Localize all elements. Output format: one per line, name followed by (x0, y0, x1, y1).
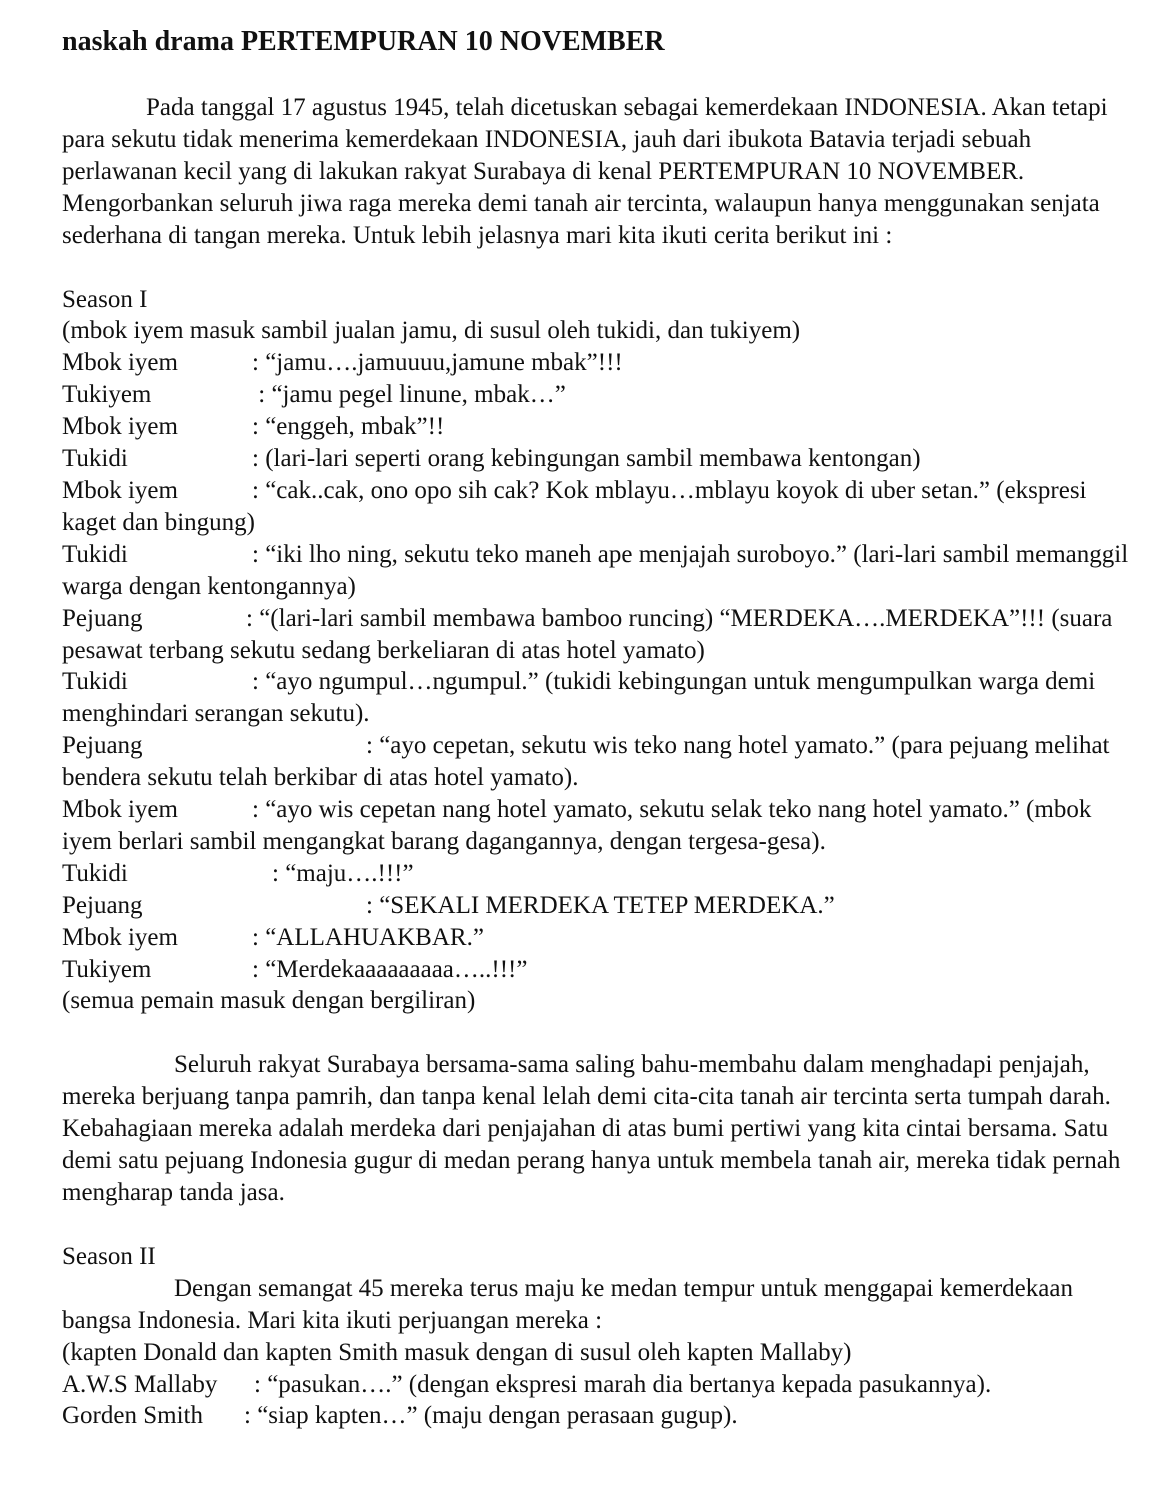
dialogue-text: : “jamu….jamuuuu,jamune mbak”!!! (252, 349, 623, 377)
dialogue-line (62, 603, 1142, 667)
stage-direction: (mbok iyem masuk sambil jualan jamu, di susul oleh tukidi, dan tukiyem) (62, 317, 801, 345)
speaker-name: Gorden Smith (62, 1402, 203, 1430)
speaker-name: A.W.S Mallaby (62, 1370, 218, 1398)
dialogue-text: : “ayo wis cepetan nang hotel yamato, sekutu selak teko nang hotel yamato.” (mbok iyem berlari sambil mengangkat barang dagangannya, dengan tergesa-gesa). (62, 796, 1092, 855)
stage-direction: (kapten Donald dan kapten Smith masuk dengan di susul oleh kapten Mallaby) (62, 1338, 852, 1366)
season-1 (62, 284, 1142, 1018)
speaker-name: Mbok iyem (62, 796, 178, 824)
dialogue-text: : “(lari-lari sambil membawa bamboo runcing) “MERDEKA….MERDEKA”!!! (suara pesawat terbang sekutu sedang berkeliaran di atas hotel yamato) (62, 604, 1113, 664)
dialogue-line (62, 1369, 1142, 1401)
season-2 (62, 1241, 1142, 1432)
dialogue-line (62, 475, 1142, 539)
dialogue-line (62, 347, 1142, 379)
speaker-name: Pejuang (62, 732, 143, 760)
dialogue-line (62, 443, 1142, 475)
dialogue-line (62, 858, 1142, 890)
dialogue-line (62, 666, 1142, 730)
speaker-name: Pejuang (62, 604, 143, 632)
dialogue-text: : “maju….!!!” (272, 859, 414, 887)
speaker-name: Mbok iyem (62, 413, 178, 441)
dialogue-text: : “jamu pegel linune, mbak…” (252, 381, 566, 409)
speaker-name: Tukidi (62, 540, 128, 568)
dialogue-text: : “enggeh, mbak”!! (252, 413, 445, 441)
speaker-name: Mbok iyem (62, 349, 178, 377)
dialogue-line (62, 954, 1142, 986)
dialogue-line (62, 379, 1142, 411)
dialogue-line (62, 794, 1142, 858)
speaker-name: Tukidi (62, 445, 128, 473)
narration-paragraph: Seluruh rakyat Surabaya bersama-sama saling bahu-membahu dalam menghadapi penjajah, mereka berjuang tanpa pamrih, dan tanpa kenal lelah demi cita-cita tanah air tercinta serta tumpah darah. Kebahagiaan mereka adalah merdeka dari penjajahan di atas bumi pertiwi yang kita cintai bersama. Satu demi satu pejuang Indonesia gugur di medan perang hanya untuk membela tanah air, mereka tidak pernah mengharap tanda jasa. (62, 1051, 1121, 1206)
dialogue-line (62, 730, 1142, 794)
dialogue-text: : “SEKALI MERDEKA TETEP MERDEKA.” (366, 891, 835, 919)
dialogue-line (62, 890, 1142, 922)
document-title: naskah drama PERTEMPURAN 10 NOVEMBER (62, 26, 665, 57)
dialogue-line (62, 411, 1142, 443)
speaker-name: Tukiyem (62, 381, 152, 409)
speaker-name: Tukidi (62, 668, 128, 696)
dialogue-text: : “siap kapten…” (maju dengan perasaan gugup). (244, 1402, 738, 1430)
dialogue-text: : “pasukan….” (dengan ekspresi marah dia bertanya kepada pasukannya). (254, 1370, 992, 1398)
dialogue-text: : “ALLAHUAKBAR.” (252, 923, 484, 951)
season-1-heading: Season I (62, 285, 148, 313)
speaker-name: Tukidi (62, 859, 128, 887)
speaker-name: Mbok iyem (62, 476, 178, 504)
speaker-name: Pejuang (62, 891, 143, 919)
season-2-heading: Season II (62, 1242, 156, 1270)
dialogue-line (62, 1400, 1142, 1432)
dialogue-line (62, 922, 1142, 954)
dialogue-line (62, 539, 1142, 603)
dialogue-text: : “Merdekaaaaaaaaa…..!!!” (252, 955, 528, 983)
dialogue-text: : “iki lho ning, sekutu teko maneh ape menjajah suroboyo.” (lari-lari sambil memanggil warga dengan kentongannya) (62, 540, 1129, 600)
speaker-name: Mbok iyem (62, 923, 178, 951)
speaker-name: Tukiyem (62, 955, 152, 983)
season-2-intro: Dengan semangat 45 mereka terus maju ke medan tempur untuk menggapai kemerdekaan bangsa Indonesia. Mari kita ikuti perjuangan mereka : (62, 1274, 1073, 1334)
document-page (62, 22, 1142, 1432)
dialogue-text: : “ayo cepetan, sekutu wis teko nang hotel yamato.” (para pejuang melihat bendera sekutu telah berkibar di atas hotel yamato). (62, 732, 1110, 792)
dialogue-text: : “ayo ngumpul…ngumpul.” (tukidi kebingungan untuk mengumpulkan warga demi menghindari serangan sekutu). (62, 668, 1096, 728)
intro-paragraph: Pada tanggal 17 agustus 1945, telah dicetuskan sebagai kemerdekaan INDONESIA. Akan tetapi para sekutu tidak menerima kemerdekaan INDONESIA, jauh dari ibukota Batavia terjadi sebuah perlawanan kecil yang di lakukan rakyat Surabaya di kenal PERTEMPURAN 10 NOVEMBER. Mengorbankan seluruh jiwa raga mereka demi tanah air tercinta, walaupun hanya menggunakan senjata sederhana di tangan mereka. Untuk lebih jelasnya mari kita ikuti cerita berikut ini : (62, 94, 1108, 249)
dialogue-text: : “cak..cak, ono opo sih cak? Kok mblayu…mblayu koyok di uber setan.” (ekspresi kaget dan bingung) (62, 476, 1087, 536)
dialogue-text: : (lari-lari seperti orang kebingungan sambil membawa kentongan) (252, 445, 921, 473)
spacer (62, 1017, 1142, 1049)
stage-direction: (semua pemain masuk dengan bergiliran) (62, 987, 476, 1015)
